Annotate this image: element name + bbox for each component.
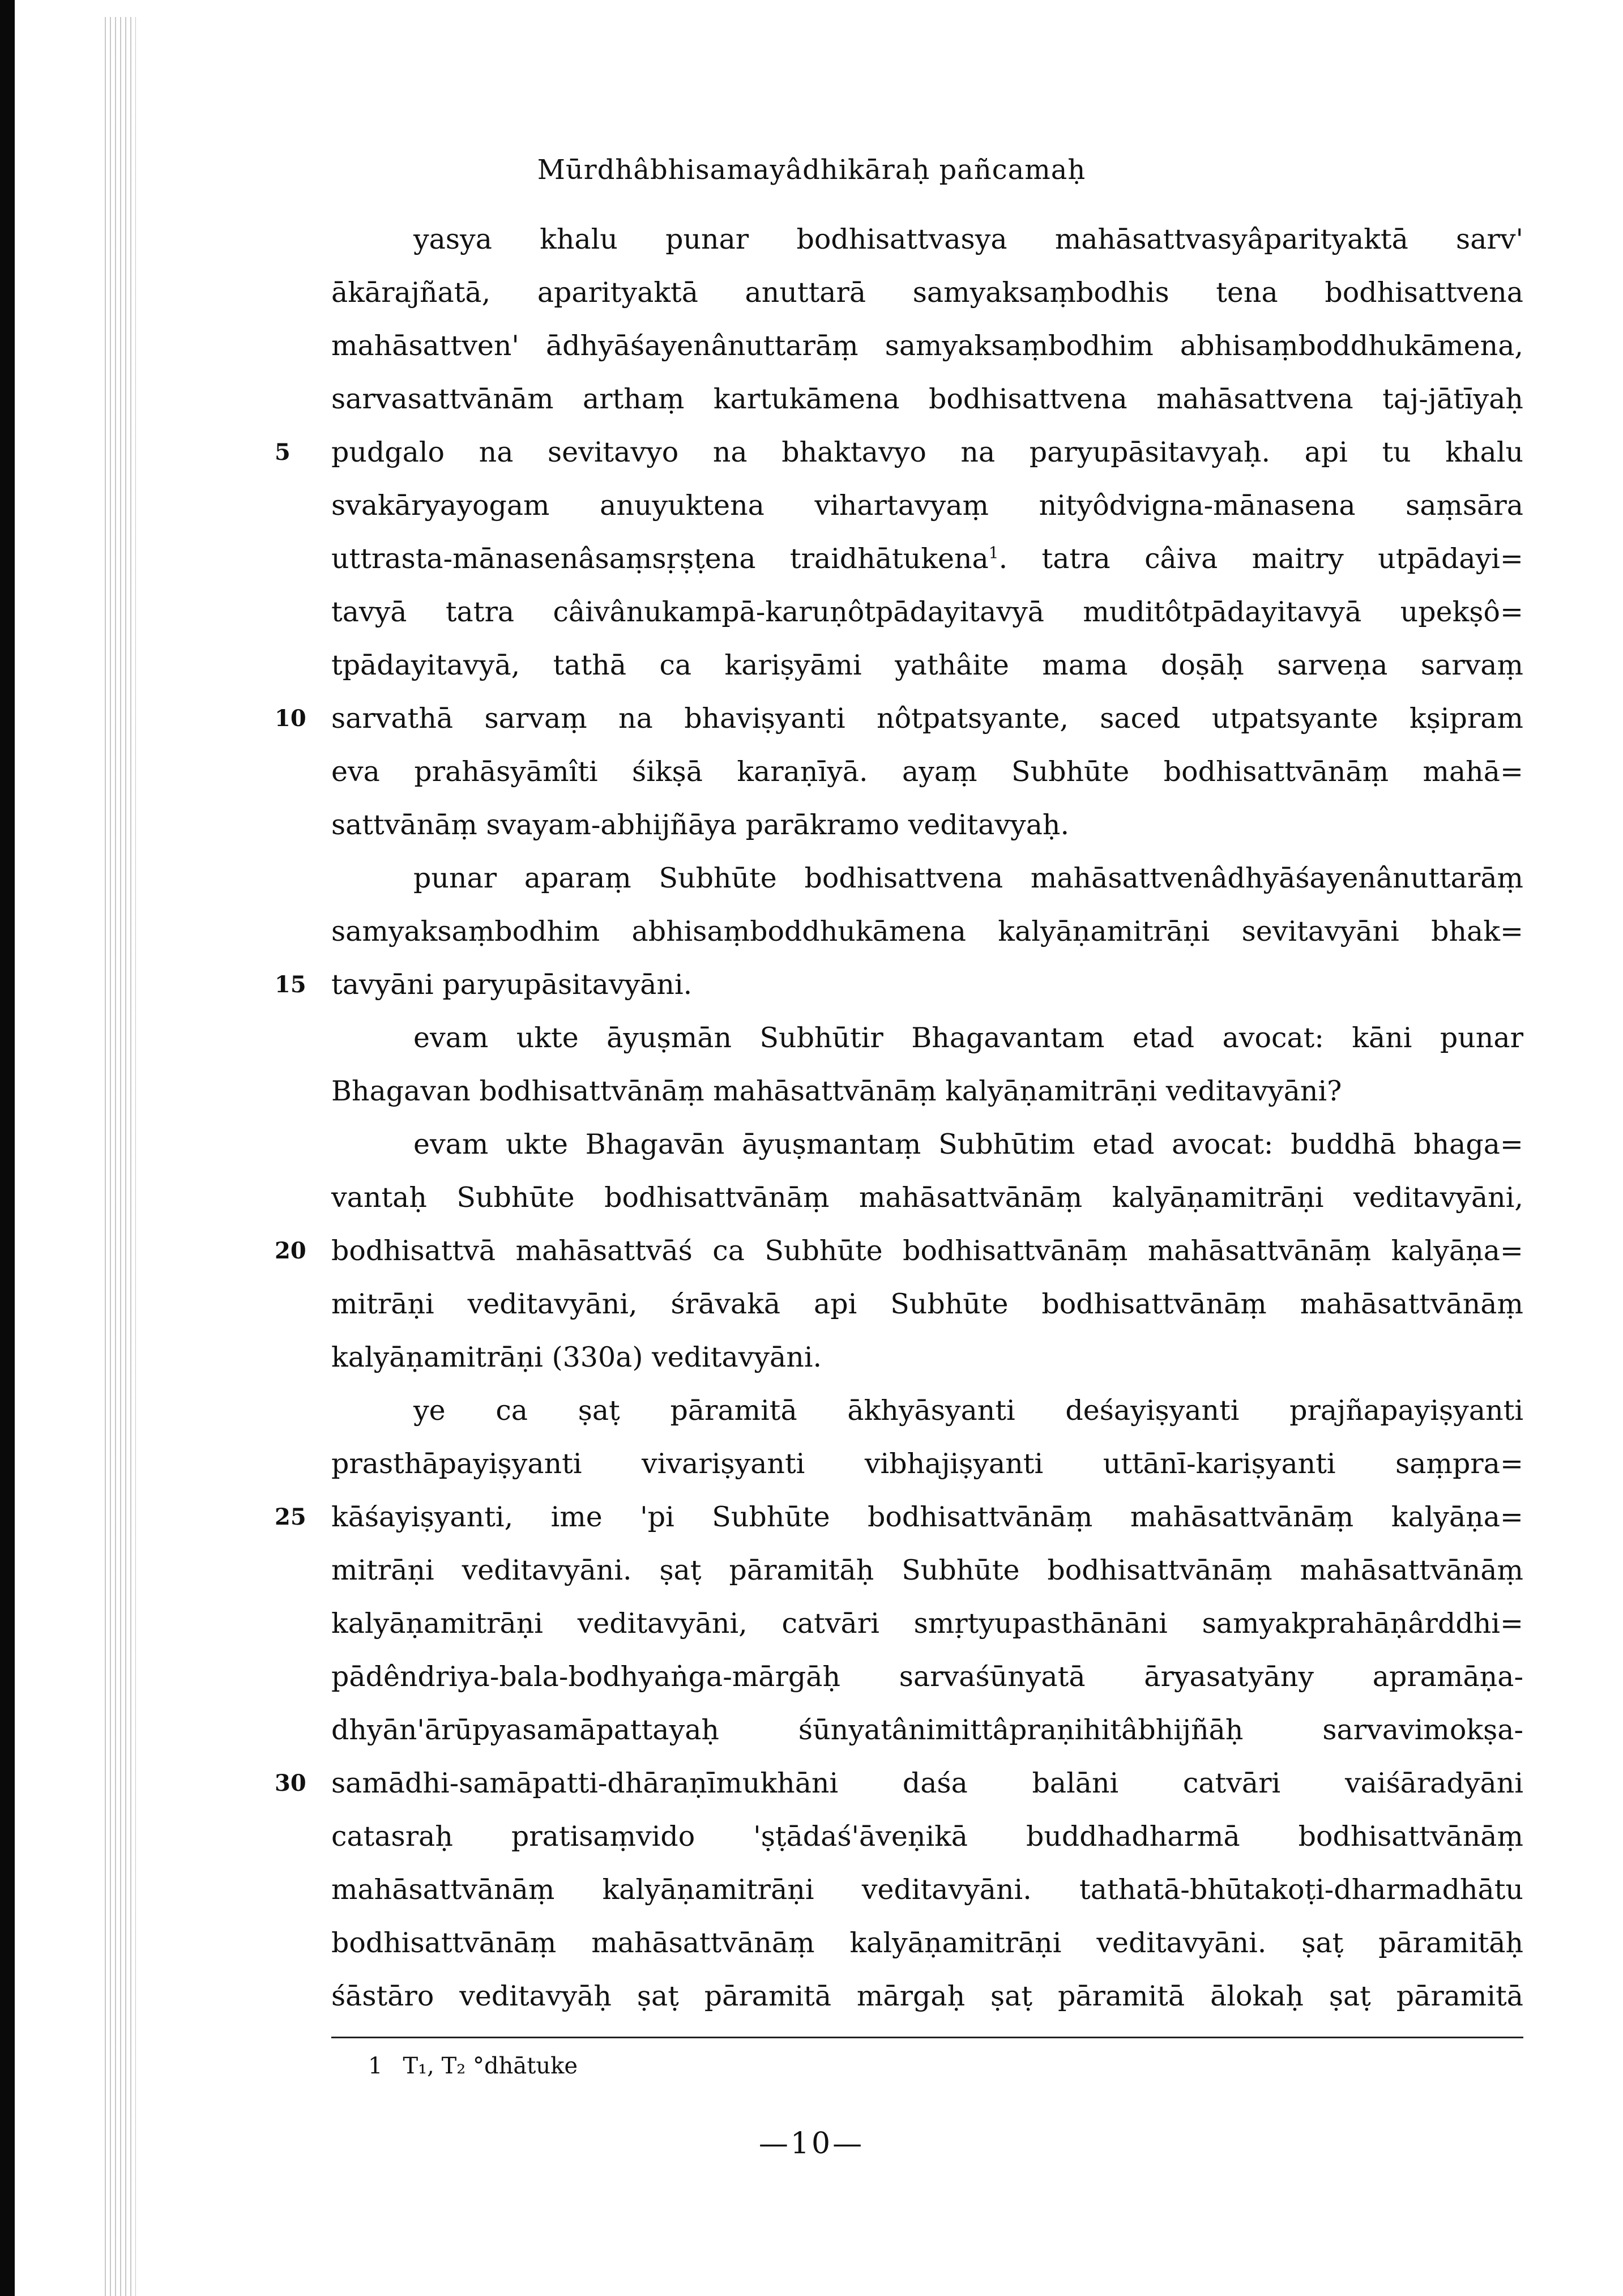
line-text: tavyā tatra câivânukampā-karuṇôtpādayitavyā muditôtpādayitavyā upekṣô=: [331, 596, 1523, 628]
line-text: ye ca ṣaṭ pāramitā ākhyāsyanti deśayiṣyanti prajñapayiṣyanti: [413, 1394, 1523, 1427]
line-text: tavyāni paryupāsitavyāni.: [331, 968, 693, 1001]
line-text: evam ukte āyuṣmān Subhūtir Bhagavantam etad avocat: kāni punar: [413, 1022, 1523, 1054]
text-line: [331, 1970, 1523, 2023]
text-line: [275, 1757, 1523, 1810]
line-text: dhyān'ārūpyasamāpattayaḥ śūnyatânimittâpraṇihitâbhijñāḥ sarvavimokṣa-: [331, 1714, 1523, 1746]
text-line: [331, 745, 1523, 799]
running-header: Mūrdhâbhisamayâdhikāraḥ pañcamaḥ: [537, 154, 1086, 186]
line-text: pudgalo na sevitavyo na bhaktavyo na paryupāsitavyaḥ. api tu khalu: [331, 436, 1523, 468]
line-text: bodhisattvānāṃ mahāsattvānāṃ kalyāṇamitrāṇi veditavyāni. ṣaṭ pāramitāḥ: [331, 1927, 1523, 1959]
line-text: mahāsattven' ādhyāśayenânuttarāṃ samyaksaṃbodhim abhisaṃboddhukāmena,: [331, 330, 1523, 362]
text-line: [331, 1331, 1523, 1384]
text-line: [331, 1544, 1523, 1597]
text-line: [331, 852, 1523, 905]
line-text: uttrasta-mānasenâsaṃsṛṣṭena traidhātukena: [331, 543, 989, 575]
text-line: [331, 1278, 1523, 1331]
text-line: [331, 1704, 1523, 1757]
text-line: [331, 1384, 1523, 1437]
text-line: [331, 319, 1523, 373]
line-text: mitrāṇi veditavyāni. ṣaṭ pāramitāḥ Subhūte bodhisattvānāṃ mahāsattvānāṃ: [331, 1554, 1523, 1586]
text-line: [331, 1437, 1523, 1491]
line-text: svakāryayogam anuyuktena vihartavyaṃ nityôdvigna-mānasena saṃsāra: [331, 489, 1523, 522]
text-line: [331, 905, 1523, 958]
line-text: eva prahāsyāmîti śikṣā karaṇīyā. ayaṃ Subhūte bodhisattvānāṃ mahā=: [331, 756, 1523, 788]
line-text: yasya khalu punar bodhisattvasya mahāsattvasyâparityaktā sarv': [413, 223, 1523, 255]
text-line: [331, 266, 1523, 319]
line-text: mahāsattvānāṃ kalyāṇamitrāṇi veditavyāni. tathatā-bhūtakoṭi-dharmadhātu: [331, 1873, 1523, 1906]
text-line: [275, 958, 1523, 1012]
footnote-number: 1: [368, 2053, 383, 2079]
text-line: [275, 426, 1523, 479]
line-text: sarvasattvānām arthaṃ kartukāmena bodhisattvena mahāsattvena taj-jātīyaḥ: [331, 383, 1523, 415]
footnote-rule: [331, 2037, 1523, 2038]
text-line: [331, 1012, 1523, 1065]
line-text: vantaḥ Subhūte bodhisattvānāṃ mahāsattvānāṃ kalyāṇamitrāṇi veditavyāni,: [331, 1181, 1523, 1214]
line-number: 10: [275, 705, 306, 732]
line-text: catasraḥ pratisaṃvido 'ṣṭādaś'āveṇikā buddhadharmā bodhisattvānāṃ: [331, 1820, 1523, 1853]
text-line: [331, 1065, 1523, 1118]
main-text-block: [275, 213, 1523, 2023]
line-text: kalyāṇamitrāṇi (330a) veditavyāni.: [331, 1341, 822, 1373]
text-line: [331, 532, 1523, 586]
page-number: —10—: [758, 2127, 865, 2161]
line-text: sattvānāṃ svayam-abhijñāya parākramo veditavyaḥ.: [331, 809, 1070, 841]
text-line: [331, 799, 1523, 852]
text-line: [331, 479, 1523, 532]
line-text: prasthāpayiṣyanti vivariṣyanti vibhajiṣyanti uttānī-kariṣyanti saṃpra=: [331, 1448, 1523, 1480]
line-text: śāstāro veditavyāḥ ṣaṭ pāramitā mārgaḥ ṣaṭ pāramitā ālokaḥ ṣaṭ pāramitā: [331, 1980, 1523, 2012]
text-line: [275, 692, 1523, 745]
scan-binding-shadow: [105, 17, 136, 2296]
text-line: [331, 1917, 1523, 1970]
line-text: evam ukte Bhagavān āyuṣmantaṃ Subhūtim etad avocat: buddhā bhaga=: [413, 1128, 1523, 1160]
text-line: [331, 213, 1523, 266]
line-text: tpādayitavyā, tathā ca kariṣyāmi yathâite mama doṣāḥ sarveṇa sarvaṃ: [331, 649, 1523, 681]
line-text: samyaksaṃbodhim abhisaṃboddhukāmena kalyāṇamitrāṇi sevitavyāni bhak=: [331, 915, 1523, 948]
line-text: punar aparaṃ Subhūte bodhisattvena mahāsattvenâdhyāśayenânuttarāṃ: [413, 862, 1523, 894]
text-line: [331, 1810, 1523, 1863]
footnote: [368, 2053, 578, 2079]
text-line: [331, 1118, 1523, 1171]
line-number: 20: [275, 1237, 306, 1264]
footnote-marker: 1: [988, 543, 999, 562]
text-line: [331, 1597, 1523, 1650]
text-line: [331, 1650, 1523, 1704]
text-line: [275, 1491, 1523, 1544]
text-line: [331, 586, 1523, 639]
line-text: kalyāṇamitrāṇi veditavyāni, catvāri smṛtyupasthānāni samyakprahāṇârddhi=: [331, 1607, 1523, 1640]
text-line: [331, 373, 1523, 426]
line-text: ākārajñatā, aparityaktā anuttarā samyaksaṃbodhis tena bodhisattvena: [331, 276, 1523, 309]
line-text-continuation: . tatra câiva maitry utpādayi=: [998, 543, 1523, 575]
line-number: 5: [275, 439, 291, 466]
line-text: samādhi-samāpatti-dhāraṇīmukhāni daśa balāni catvāri vaiśāradyāni: [331, 1767, 1523, 1799]
text-line: [331, 1171, 1523, 1224]
line-text: bodhisattvā mahāsattvāś ca Subhūte bodhisattvānāṃ mahāsattvānāṃ kalyāṇa=: [331, 1235, 1523, 1267]
line-number: 30: [275, 1770, 306, 1796]
line-text: mitrāṇi veditavyāni, śrāvakā api Subhūte bodhisattvānāṃ mahāsattvānāṃ: [331, 1288, 1523, 1320]
scan-binding-edge: [0, 0, 15, 2296]
line-text: pādêndriya-bala-bodhyaṅga-mārgāḥ sarvaśūnyatā āryasatyāny apramāṇa-: [331, 1661, 1523, 1693]
footnote-text: T₁, T₂ °dhātuke: [403, 2053, 578, 2079]
line-number: 15: [275, 971, 306, 998]
line-number: 25: [275, 1504, 306, 1530]
line-text: sarvathā sarvaṃ na bhaviṣyanti nôtpatsyante, saced utpatsyante kṣipram: [331, 702, 1523, 735]
text-line: [331, 1863, 1523, 1917]
line-text: Bhagavan bodhisattvānāṃ mahāsattvānāṃ kalyāṇamitrāṇi veditavyāni?: [331, 1075, 1342, 1107]
text-line: [331, 639, 1523, 692]
line-text: kāśayiṣyanti, ime 'pi Subhūte bodhisattvānāṃ mahāsattvānāṃ kalyāṇa=: [331, 1501, 1523, 1533]
text-line: [275, 1224, 1523, 1278]
